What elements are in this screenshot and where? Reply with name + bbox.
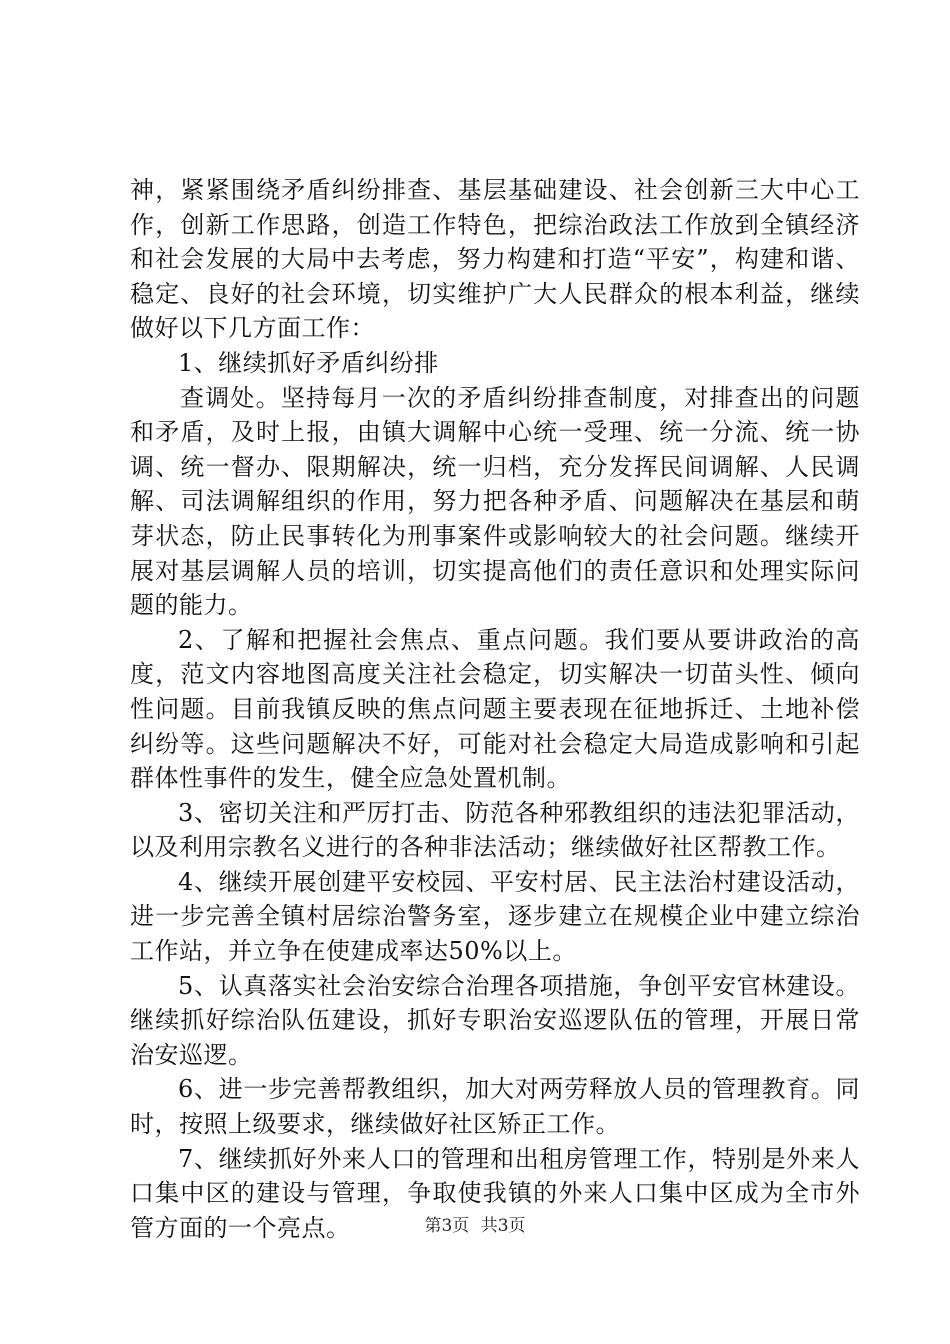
paragraph-item-1-heading: 1、继续抓好矛盾纠纷排 [178, 348, 439, 377]
paragraph-item-2: 2、了解和把握社会焦点、重点问题。我们要从要讲政治的高度，范文内容地图高度关注社会稳定，切实解决一切苗头性、倾向性问题。目前我镇反映的焦点问题主要表现在征地拆迁、土地补偿纠纷等。这些问题解决不好，可能对社会稳定大局造成影响和引起群体性事件的发生，健全应急处置机制。 [130, 625, 860, 793]
paragraph-item-6: 6、进一步完善帮教组织，加大对两劳释放人员的管理教育。同时，按照上级要求，继续做好社区矫正工作。 [130, 1075, 860, 1139]
paragraph-item-4: 4、继续开展创建平安校园、平安村居、民主法治村建设活动，进一步完善全镇村居综治警务室，逐步建立在规模企业中建立综治工作站，并立争在使建成率达50%以上。 [130, 867, 860, 966]
paragraph-item-3: 3、密切关注和严厉打击、防范各种邪教组织的违法犯罪活动，以及利用宗教名义进行的各种非法活动；继续做好社区帮教工作。 [130, 798, 860, 862]
document-body [130, 173, 860, 1245]
paragraph-intro: 神，紧紧围绕矛盾纠纷排查、基层基础建设、社会创新三大中心工作，创新工作思路，创造工作特色，把综治政法工作放到全镇经济和社会发展的大局中去考虑，努力构建和打造“平安”，构建和谐、稳定、良好的社会环境，切实维护广大人民群众的根本利益，继续做好以下几方面工作： [130, 176, 860, 343]
page-footer: 第3页 共3页 [424, 1216, 526, 1236]
paragraph-item-7: 7、继续抓好外来人口的管理和出租房管理工作，特别是外来人口集中区的建设与管理，争取使我镇的外来人口集中区成为全市外管方面的一个亮点。 [130, 1144, 860, 1242]
paragraph-item-5: 5、认真落实社会治安综合治理各项措施，争创平安官林建设。继续抓好综治队伍建设，抓好专职治安巡逻队伍的管理，开展日常治安巡逻。 [130, 971, 860, 1069]
paragraph-item-1-body: 查调处。坚持每月一次的矛盾纠纷排查制度，对排查出的问题和矛盾，及时上报，由镇大调解中心统一受理、统一分流、统一协调、统一督办、限期解决，统一归档，充分发挥民间调解、人民调解、司法调解组织的作用，努力把各种矛盾、问题解决在基层和萌芽状态，防止民事转化为刑事案件或影响较大的社会问题。继续开展对基层调解人员的培训，切实提高他们的责任意识和处理实际问题的能力。 [130, 383, 860, 620]
